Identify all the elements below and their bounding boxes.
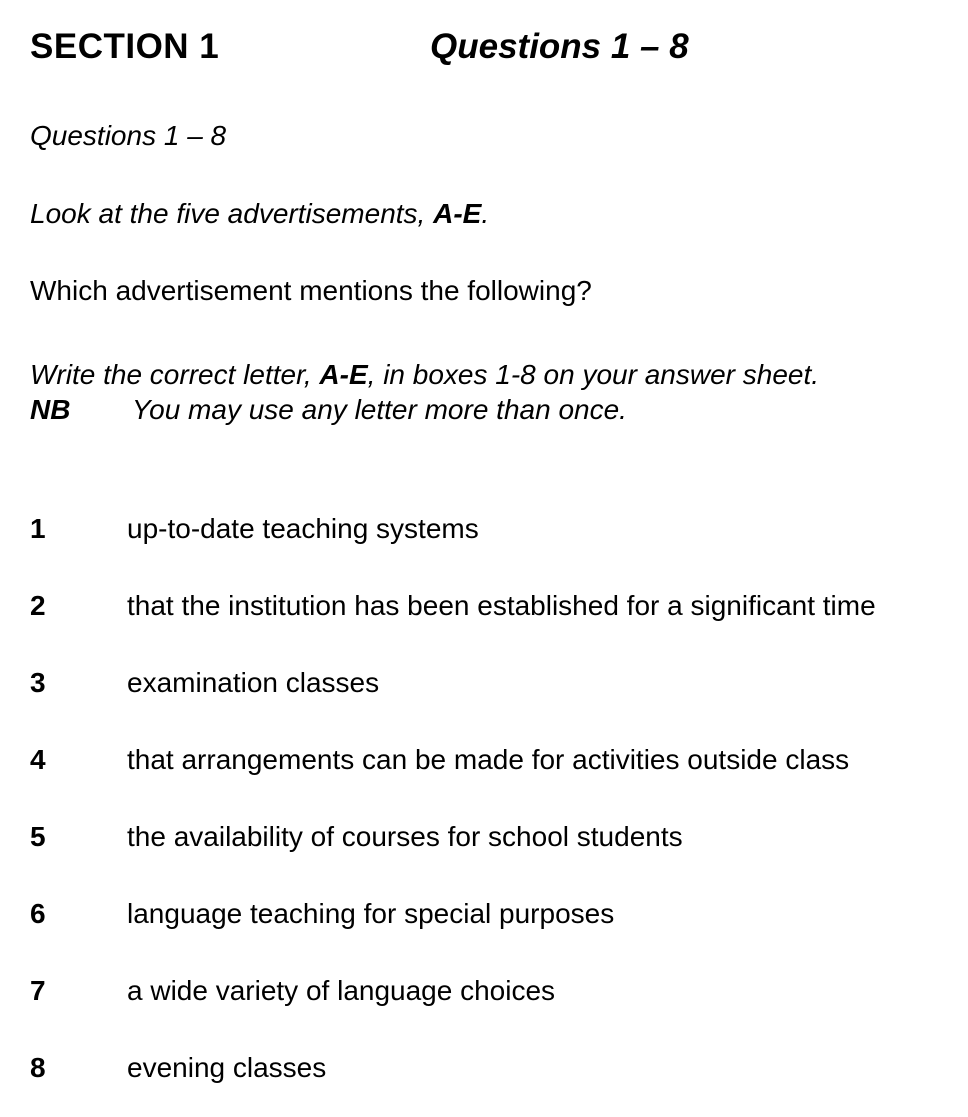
instruction-write-suffix: , in boxes 1-8 on your answer sheet.	[367, 359, 820, 390]
question-number: 6	[30, 898, 46, 929]
question-number: 4	[30, 744, 46, 775]
question-text: that the institution has been established for a significant time	[127, 590, 876, 621]
nb-note	[30, 392, 946, 427]
question-item	[30, 742, 946, 777]
question-text: examination classes	[127, 667, 380, 698]
question-item	[30, 511, 946, 546]
question-text: evening classes	[127, 1052, 327, 1083]
questions-range-title: Questions 1 – 8	[430, 27, 689, 66]
nb-text: You may use any letter more than once.	[132, 394, 627, 425]
question-number: 8	[30, 1052, 46, 1083]
instruction-write-prefix: Write the correct letter,	[30, 359, 320, 390]
question-text: up-to-date teaching systems	[127, 513, 479, 544]
question-number: 5	[30, 821, 46, 852]
instruction-write-letters: A-E	[319, 359, 368, 390]
question-item	[30, 588, 946, 623]
instruction-look-letters: A-E	[433, 198, 482, 229]
question-item	[30, 973, 946, 1008]
instruction-which: Which advertisement mentions the following?	[30, 275, 592, 306]
page-header	[30, 28, 946, 66]
questions-subtitle: Questions 1 – 8	[30, 120, 227, 151]
section-title: SECTION 1	[30, 27, 220, 66]
question-text: language teaching for special purposes	[127, 898, 615, 929]
question-text: that arrangements can be made for activities outside class	[127, 744, 850, 775]
instruction-look-suffix: .	[481, 198, 490, 229]
instruction-look-prefix: Look at the five advertisements,	[30, 198, 434, 229]
question-item	[30, 819, 946, 854]
question-number: 1	[30, 513, 46, 544]
instruction-write-block	[30, 357, 946, 427]
question-list	[30, 511, 946, 1085]
question-item	[30, 665, 946, 700]
question-number: 3	[30, 667, 46, 698]
nb-label: NB	[30, 394, 71, 425]
question-item	[30, 1050, 946, 1085]
question-text: a wide variety of language choices	[127, 975, 556, 1006]
question-text: the availability of courses for school students	[127, 821, 683, 852]
instruction-write	[30, 357, 946, 392]
question-number: 7	[30, 975, 46, 1006]
instruction-look	[30, 196, 946, 231]
question-item	[30, 896, 946, 931]
question-number: 2	[30, 590, 46, 621]
